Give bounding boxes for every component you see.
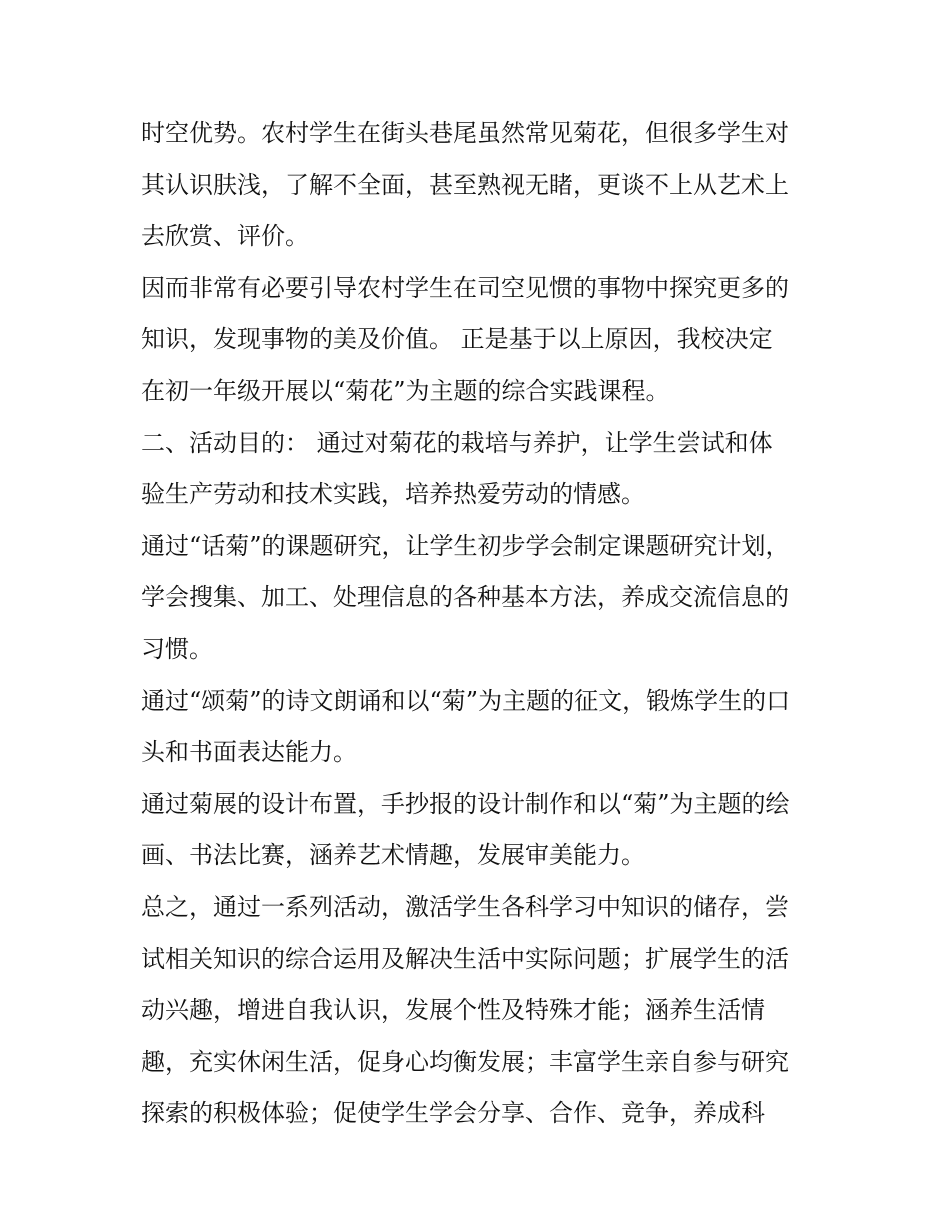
text-line: 趣，充实休闲生活，促身心均衡发展；丰富学生亲自参与研究 (141, 1047, 789, 1076)
text-line: 通过“话菊”的课题研究，让学生初步学会制定课题研究计划， (141, 531, 790, 560)
text-line: 通过“颂菊”的诗文朗诵和以“菊”为主题的征文，锻炼学生的口 (141, 686, 791, 715)
text-line: 画、书法比赛，涵养艺术情趣，发展审美能力。 (141, 841, 645, 870)
text-line: 学会搜集、加工、处理信息的各种基本方法，养成交流信息的 (141, 583, 789, 612)
section-heading-line: 二、活动目的： 通过对菊花的栽培与养护，让学生尝试和体 (141, 428, 773, 457)
text-line: 动兴趣，增进自我认识，发展个性及特殊才能；涵养生活情 (141, 996, 765, 1025)
text-line: 习惯。 (141, 634, 213, 663)
text-line: 验生产劳动和技术实践，培养热爱劳动的情感。 (141, 480, 645, 509)
text-line: 时空优势。农村学生在街头巷尾虽然常见菊花，但很多学生对 (141, 119, 789, 147)
body-text (141, 108, 821, 1140)
text-line: 在初一年级开展以“菊花”为主题的综合实践课程。 (141, 376, 670, 405)
text-line: 总之，通过一系列活动，激活学生各科学习中知识的储存，尝 (141, 892, 789, 921)
text-line: 试相关知识的综合运用及解决生活中实际问题；扩展学生的活 (141, 944, 789, 973)
text-line: 知识，发现事物的美及价值。 正是基于以上原因，我校决定 (141, 325, 773, 354)
text-line: 其认识肤浅，了解不全面，甚至熟视无睹，更谈不上从艺术上 (141, 170, 789, 199)
text-line: 因而非常有必要引导农村学生在司空见惯的事物中探究更多的 (141, 273, 789, 302)
text-line: 通过菊展的设计布置，手抄报的设计制作和以“菊”为主题的绘 (141, 789, 790, 818)
text-line: 头和书面表达能力。 (141, 738, 357, 767)
text-line: 去欣赏、评价。 (141, 222, 309, 251)
text-line: 探索的积极体验；促使学生学会分享、合作、竞争，养成科 (141, 1099, 765, 1128)
